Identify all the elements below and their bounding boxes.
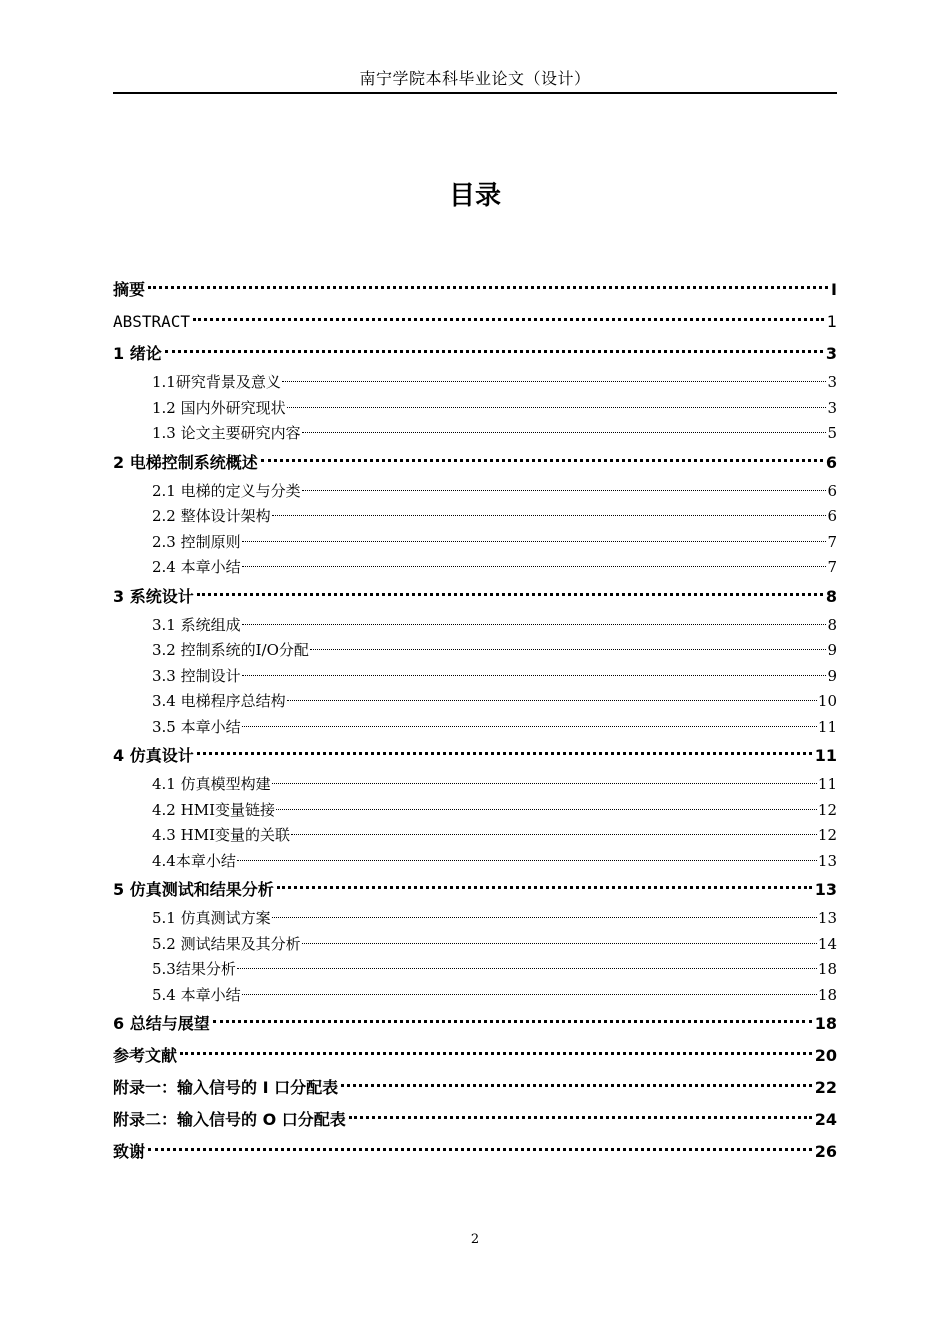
toc-entry-section[interactable] xyxy=(113,957,837,983)
toc-entry-title: 2.1 电梯的定义与分类 xyxy=(152,481,301,500)
toc-entry-title: 2 电梯控制系统概述 xyxy=(113,452,258,472)
toc-entry-page: 3 xyxy=(825,344,837,363)
toc-entry-section[interactable] xyxy=(113,613,837,639)
toc-entry-page: 13 xyxy=(817,851,837,870)
dot-leader xyxy=(237,854,817,861)
toc-entry-page: 14 xyxy=(817,934,837,953)
toc-entry-chapter[interactable] xyxy=(113,581,837,613)
toc-entry-title: 4.3 HMI变量的关联 xyxy=(152,826,290,844)
toc-entry-page: 6 xyxy=(825,452,837,472)
table-of-contents xyxy=(113,274,837,1168)
toc-entry-page: 12 xyxy=(817,826,837,844)
toc-entry-chapter[interactable] xyxy=(113,1008,837,1040)
dot-leader xyxy=(287,694,817,701)
dot-leader xyxy=(302,937,817,944)
toc-entry-section[interactable] xyxy=(113,823,837,849)
toc-title: 目录 xyxy=(448,181,501,211)
toc-entry-section[interactable] xyxy=(113,664,837,690)
dot-leader xyxy=(302,484,827,491)
toc-entry-title: 1 绪论 xyxy=(113,344,162,363)
dot-leader xyxy=(277,880,812,889)
toc-entry-page: 6 xyxy=(827,507,837,525)
dot-leader xyxy=(349,1110,812,1119)
toc-entry-page: 18 xyxy=(814,1014,837,1033)
toc-entry-page: 20 xyxy=(814,1046,837,1065)
toc-entry-page: 3 xyxy=(827,373,837,391)
toc-entry-title: 5.3结果分析 xyxy=(152,960,236,978)
dot-leader xyxy=(165,344,823,353)
dot-leader xyxy=(272,509,827,516)
toc-entry-page: 6 xyxy=(827,481,837,500)
dot-leader xyxy=(242,720,817,727)
toc-entry-section[interactable] xyxy=(113,932,837,958)
toc-entry-title: ABSTRACT xyxy=(113,312,191,331)
toc-entry-page: 26 xyxy=(814,1142,837,1161)
toc-entry-section[interactable] xyxy=(113,983,837,1009)
dot-leader xyxy=(197,746,812,755)
toc-entry-chapter[interactable] xyxy=(113,1072,837,1104)
toc-entry-page: 7 xyxy=(827,532,837,551)
toc-entry-section[interactable] xyxy=(113,479,837,505)
toc-entry-page: I xyxy=(831,280,837,299)
toc-entry-page: 7 xyxy=(827,558,837,576)
dot-leader xyxy=(180,1046,812,1055)
toc-entry-chapter[interactable] xyxy=(113,1104,837,1136)
toc-entry-page: 13 xyxy=(817,909,837,927)
toc-entry-title: 致谢 xyxy=(113,1142,146,1161)
toc-entry-title: 6 总结与展望 xyxy=(113,1014,210,1033)
toc-entry-title: 摘要 xyxy=(113,280,146,299)
toc-entry-page: 1 xyxy=(826,312,837,331)
dot-leader xyxy=(242,535,827,542)
toc-entry-title: 5.2 测试结果及其分析 xyxy=(152,934,301,953)
toc-entry-title: 3.3 控制设计 xyxy=(152,666,241,685)
toc-entry-chapter[interactable] xyxy=(113,740,837,772)
dot-leader xyxy=(213,1014,812,1023)
toc-entry-chapter[interactable] xyxy=(113,1040,837,1072)
dot-leader xyxy=(242,618,827,625)
toc-entry-chapter[interactable] xyxy=(113,274,837,306)
toc-entry-title: 2.4 本章小结 xyxy=(152,558,241,576)
dot-leader xyxy=(261,453,823,462)
toc-entry-page: 3 xyxy=(827,398,837,417)
dot-leader xyxy=(148,280,828,289)
running-header: 南宁学院本科毕业论文（设计） xyxy=(113,66,837,94)
dot-leader xyxy=(282,375,827,382)
toc-entry-title: 4.2 HMI变量链接 xyxy=(152,800,275,819)
toc-entry-title: 1.1研究背景及意义 xyxy=(152,373,281,391)
toc-entry-title: 5.1 仿真测试方案 xyxy=(152,909,271,927)
toc-entry-page: 9 xyxy=(827,641,837,659)
toc-entry-section[interactable] xyxy=(113,689,837,715)
toc-entry-chapter[interactable] xyxy=(113,338,837,370)
toc-entry-chapter[interactable] xyxy=(113,306,837,338)
toc-entry-page: 5 xyxy=(827,424,837,442)
dot-leader xyxy=(242,669,827,676)
toc-entry-page: 11 xyxy=(814,746,837,765)
dot-leader xyxy=(276,803,817,810)
toc-entry-section[interactable] xyxy=(113,504,837,530)
toc-entry-title: 附录二：输入信号的 O 口分配表 xyxy=(113,1110,346,1129)
toc-entry-page: 11 xyxy=(817,717,837,736)
toc-entry-section[interactable] xyxy=(113,370,837,396)
toc-entry-title: 5 仿真测试和结果分析 xyxy=(113,880,274,899)
toc-entry-title: 4 仿真设计 xyxy=(113,746,194,765)
dot-leader xyxy=(193,312,824,321)
toc-entry-title: 4.4本章小结 xyxy=(152,851,236,870)
dot-leader xyxy=(272,777,817,784)
toc-entry-page: 24 xyxy=(814,1110,837,1129)
toc-entry-title: 5.4 本章小结 xyxy=(152,985,241,1004)
toc-entry-page: 11 xyxy=(817,775,837,793)
toc-entry-section[interactable] xyxy=(113,772,837,798)
toc-entry-page: 18 xyxy=(817,985,837,1004)
toc-entry-title: 3.1 系统组成 xyxy=(152,615,241,634)
toc-entry-section[interactable] xyxy=(113,555,837,581)
toc-entry-title: 1.3 论文主要研究内容 xyxy=(152,424,301,442)
toc-entry-title: 参考文献 xyxy=(113,1046,178,1065)
toc-entry-title: 2.3 控制原则 xyxy=(152,532,241,551)
dot-leader xyxy=(197,587,823,596)
toc-entry-title: 附录一：输入信号的 I 口分配表 xyxy=(113,1078,339,1097)
dot-leader xyxy=(148,1142,812,1151)
toc-entry-title: 3 系统设计 xyxy=(113,586,194,606)
toc-entry-section[interactable] xyxy=(113,421,837,447)
dot-leader xyxy=(310,643,827,650)
toc-entry-chapter[interactable] xyxy=(113,447,837,479)
toc-entry-section[interactable] xyxy=(113,638,837,664)
toc-entry-section[interactable] xyxy=(113,849,837,875)
toc-entry-title: 2.2 整体设计架构 xyxy=(152,507,271,525)
toc-entry-section[interactable] xyxy=(113,396,837,422)
toc-entry-page: 13 xyxy=(814,880,837,899)
page-number: 2 xyxy=(470,1232,480,1247)
toc-entry-section[interactable] xyxy=(113,715,837,741)
toc-entry-title: 1.2 国内外研究现状 xyxy=(152,398,286,417)
toc-entry-section[interactable] xyxy=(113,798,837,824)
toc-entry-page: 9 xyxy=(827,666,837,685)
toc-entry-page: 8 xyxy=(825,586,837,606)
dot-leader xyxy=(302,426,827,433)
toc-entry-chapter[interactable] xyxy=(113,874,837,906)
dot-leader xyxy=(287,401,827,408)
toc-entry-chapter[interactable] xyxy=(113,1136,837,1168)
dot-leader xyxy=(272,911,817,918)
dot-leader xyxy=(341,1078,812,1087)
toc-entry-page: 12 xyxy=(817,800,837,819)
dot-leader xyxy=(291,828,817,835)
dot-leader xyxy=(242,560,827,567)
toc-entry-title: 3.5 本章小结 xyxy=(152,717,241,736)
toc-entry-section[interactable] xyxy=(113,530,837,556)
dot-leader xyxy=(242,988,817,995)
toc-entry-page: 18 xyxy=(817,960,837,978)
toc-entry-page: 10 xyxy=(817,692,837,710)
toc-entry-title: 4.1 仿真模型构建 xyxy=(152,775,271,793)
dot-leader xyxy=(237,962,817,969)
toc-entry-title: 3.4 电梯程序总结构 xyxy=(152,692,286,710)
toc-entry-page: 8 xyxy=(827,615,837,634)
toc-entry-title: 3.2 控制系统的I/O分配 xyxy=(152,641,309,659)
toc-entry-section[interactable] xyxy=(113,906,837,932)
toc-entry-page: 22 xyxy=(814,1078,837,1097)
